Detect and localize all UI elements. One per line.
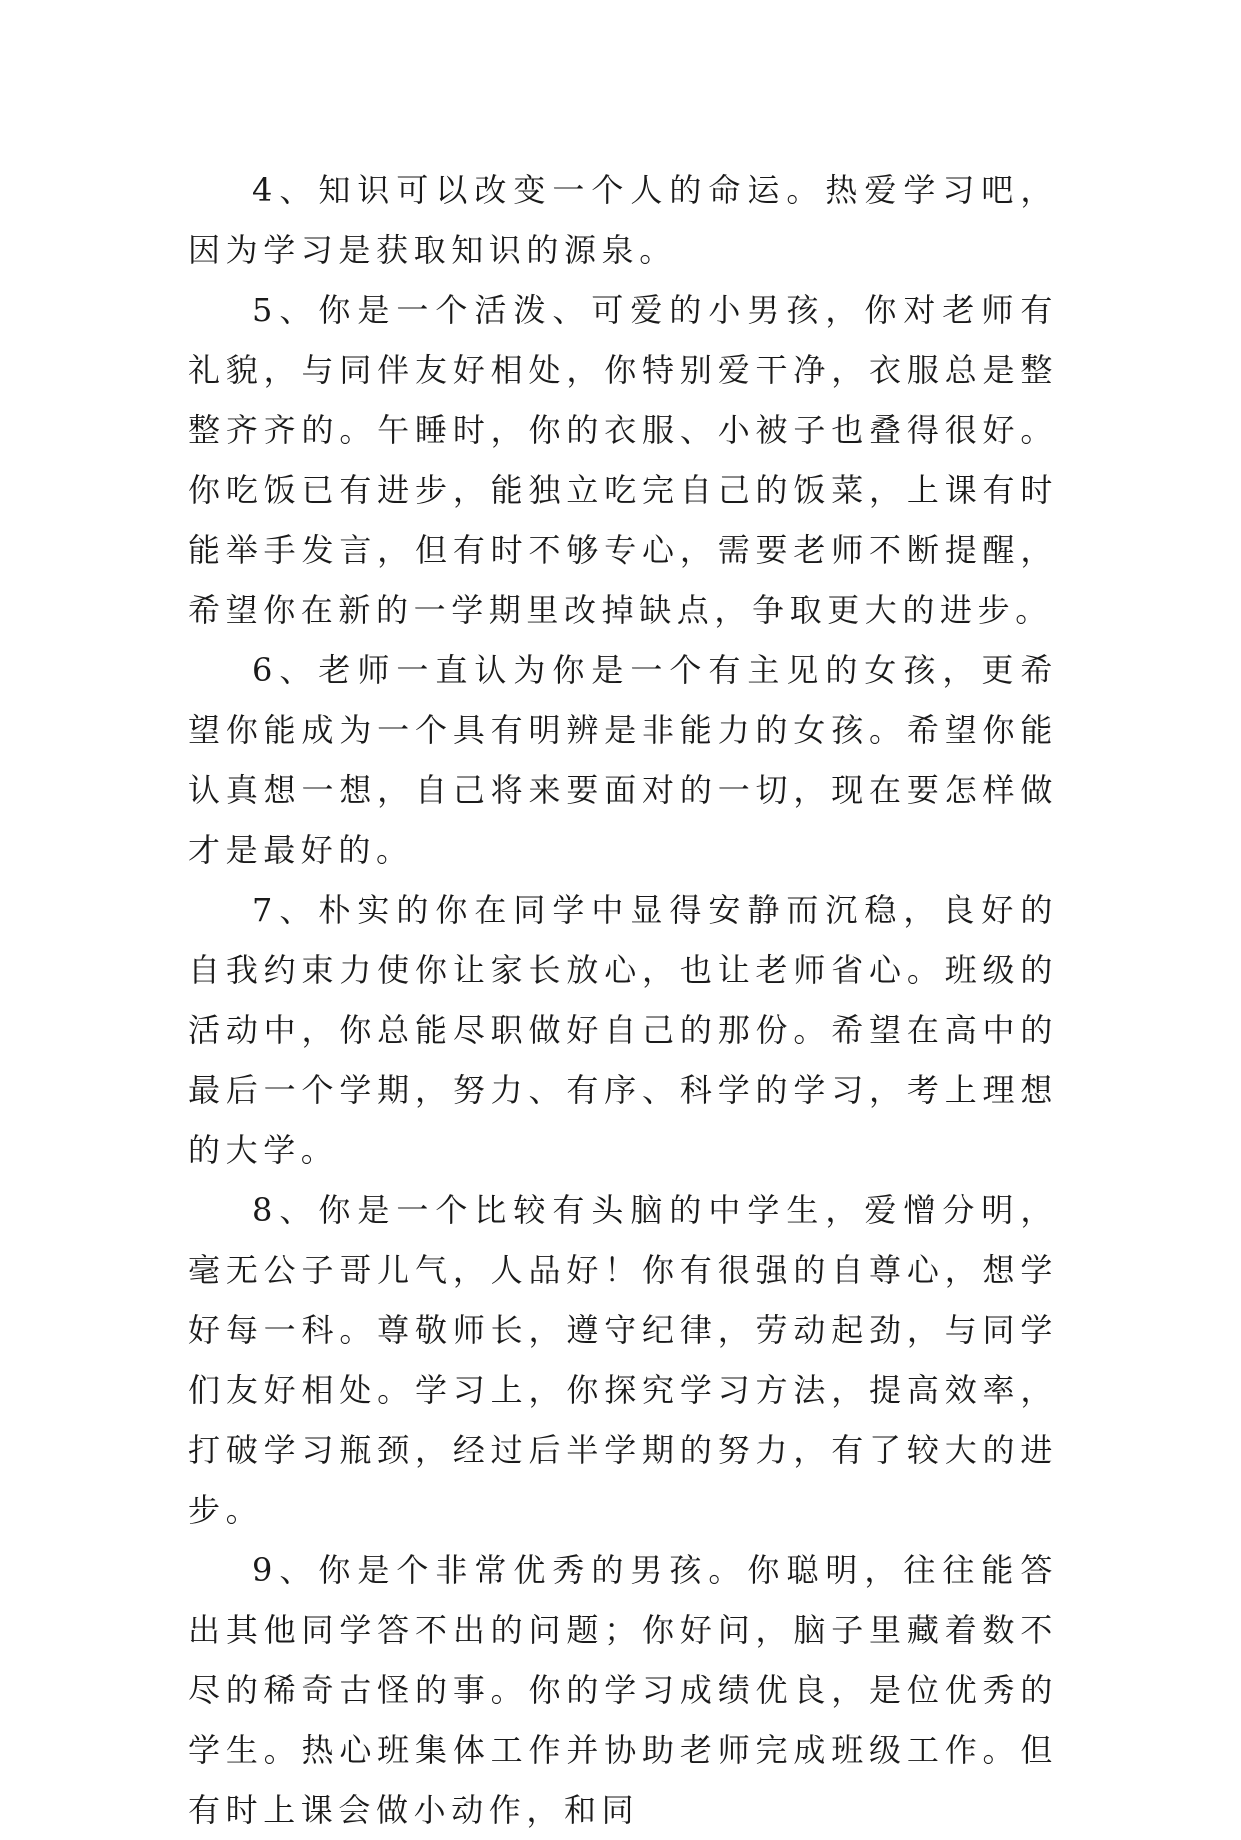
paragraph-4: 4、知识可以改变一个人的命运。热爱学习吧，因为学习是获取知识的源泉。 <box>188 171 1058 269</box>
paragraph-7: 7、朴实的你在同学中显得安静而沉稳，良好的自我约束力使你让家长放心，也让老师省心。班级的活动中，你总能尽职做好自己的那份。希望在高中的最后一个学期，努力、有序、科学的学习，考上理想的大学。 <box>188 891 1058 1169</box>
paragraph-8: 8、你是一个比较有头脑的中学生，爱憎分明，毫无公子哥儿气，人品好！你有很强的自尊心，想学好每一科。尊敬师长，遵守纪律，劳动起劲，与同学们友好相处。学习上，你探究学习方法，提高效率，打破学习瓶颈，经过后半学期的努力，有了较大的进步。 <box>188 1191 1058 1529</box>
document-body <box>188 160 1058 1840</box>
paragraph-6: 6、老师一直认为你是一个有主见的女孩，更希望你能成为一个具有明辨是非能力的女孩。希望你能认真想一想，自己将来要面对的一切，现在要怎样做才是最好的。 <box>188 651 1058 869</box>
paragraph-5: 5、你是一个活泼、可爱的小男孩，你对老师有礼貌，与同伴友好相处，你特别爱干净，衣服总是整整齐齐的。午睡时，你的衣服、小被子也叠得很好。你吃饭已有进步，能独立吃完自己的饭菜，上课有时能举手发言，但有时不够专心，需要老师不断提醒，希望你在新的一学期里改掉缺点，争取更大的进步。 <box>188 291 1058 629</box>
paragraph-9: 9、你是个非常优秀的男孩。你聪明，往往能答出其他同学答不出的问题；你好问，脑子里藏着数不尽的稀奇古怪的事。你的学习成绩优良，是位优秀的学生。热心班集体工作并协助老师完成班级工作。但有时上课会做小动作，和同 <box>188 1551 1058 1829</box>
